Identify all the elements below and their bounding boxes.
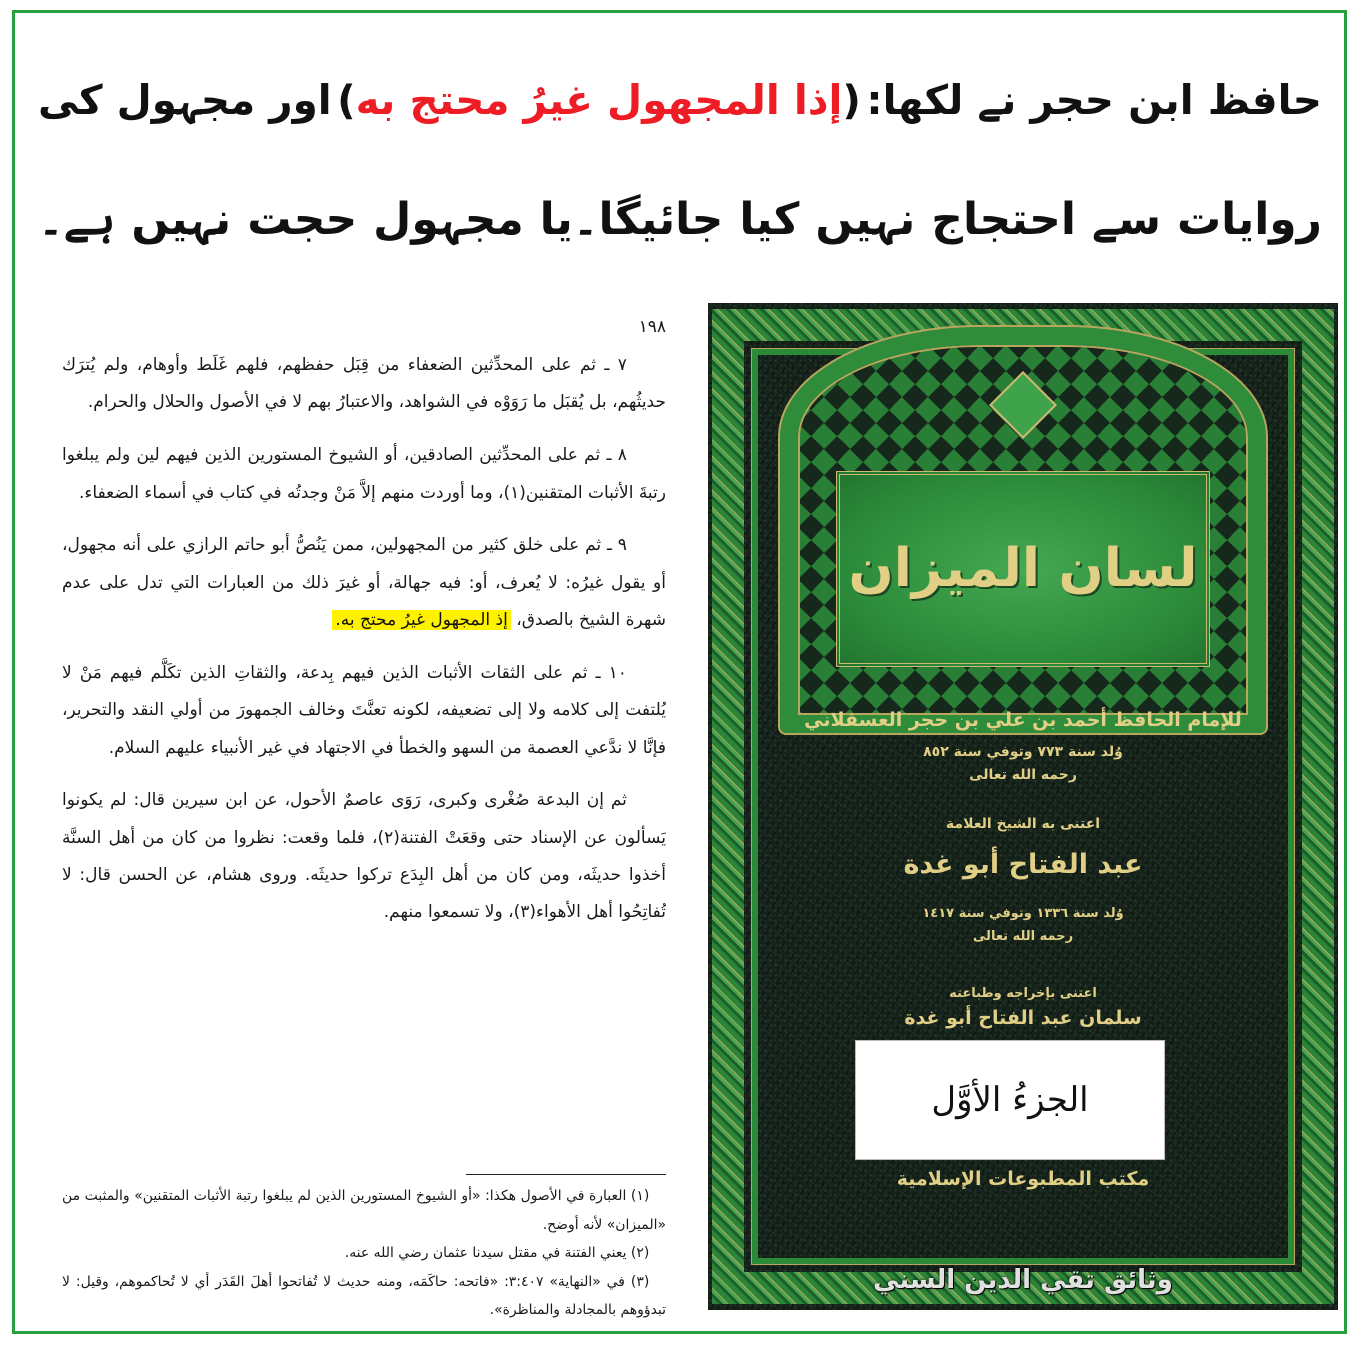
book-cover (708, 303, 1338, 1310)
paragraph-9 (62, 527, 666, 639)
quote-open-paren: ( (842, 76, 861, 124)
volume-label-box (855, 1040, 1165, 1160)
cover-title-panel (836, 471, 1210, 667)
footnote-3: (٣) في «النهاية» ٣:٤٠٧: «فاتحه: حاكَمَه، ومنه حديث لا تُفاتحوا أهلَ القَدَر أي لا تُحاكموهم، وقيل: لا تبدؤوهم بالمجادلة والمناظرة». (62, 1273, 666, 1319)
quote-text: إذا المجهول غيرُ محتج به (355, 76, 843, 124)
volume-label: الجزءُ الأوَّل (931, 1080, 1089, 1120)
paragraph-7: ٧ ـ ثم على المحدِّثين الضعفاء من قِبَل حفظهم، فلهم غَلَط وأوهام، ولم يُترَك حديثُهم، بل يُقبَل ما رَوَوْه في الشواهد، والاعتبارُ بهم لا في الأصول والحلال والحرام. (62, 355, 666, 413)
cover-editor: عبد الفتاح أبو غدة (903, 849, 1143, 880)
paragraph-9-text: ٩ ـ ثم على خلق كثير من المجهولين، ممن يَنُصُّ أبو حاتم الرازي على أنه مجهول، أو يقول غيرُه: لا يُعرف، أو: فيه جهالة، أو غيرَ ذلك من العبارات التي تدل على عدم شهرة الشيخ بالصدق، (62, 535, 666, 631)
watermark: وثائق تقي الدين السني (873, 1265, 1173, 1295)
footnote-divider (466, 1174, 666, 1175)
cover-publisher-person: سلمان عبد الفتاح أبو غدة (904, 1007, 1142, 1029)
cover-author-mercy: رحمه الله تعالى (969, 767, 1077, 783)
cover-publisher-intro: اعتنى بإخراجه وطباعته (949, 986, 1097, 1001)
quote-close-paren: ) (337, 76, 356, 124)
cover-editor-intro: اعتنى به الشيخ العلامة (945, 816, 1101, 832)
cover-publisher: مكتب المطبوعات الإسلامية (896, 1168, 1150, 1190)
main-text (62, 313, 666, 932)
heading-line-2: روایات سے احتجاج نہیں کیا جائیگا۔یا مجہول حجت نہیں ہے۔ (38, 194, 1322, 245)
cover-author-dates: وُلد سنة ٧٧٣ وتوفي سنة ٨٥٢ (923, 744, 1123, 760)
cover-editor-dates: وُلد سنة ١٣٣٦ وتوفي سنة ١٤١٧ (922, 906, 1124, 921)
cover-editor-mercy: رحمه الله تعالى (972, 929, 1074, 944)
heading-intro: حافظ ابن حجر نے لکھا: (866, 76, 1322, 124)
footnote-1: (١) العبارة في الأصول هكذا: «أو الشيوخ المستورين الذين لم يبلغوا رتبة الأثبات المتقنين» والمثبت من «الميزان» لأنه أوضح. (62, 1188, 666, 1233)
heading-line-1 (38, 52, 1322, 148)
page-number: ١٩٨ (638, 317, 666, 337)
footnotes (62, 1174, 666, 1325)
cover-title: لسان الميزان (848, 538, 1198, 599)
quoted-phrase (337, 76, 861, 124)
paragraph-8: ٨ ـ ثم على المحدِّثين الصادقين، أو الشيوخ المستورين الذين فيهم لين ولم يبلغوا رتبةَ الأثبات المتقنين(١)، وما أوردت منهم إلاَّ مَنْ وجدتُه في كتاب في أسماء الضعفاء. (62, 445, 666, 503)
footnote-2: (٢) يعني الفتنة في مقتل سيدنا عثمان رضي الله عنه. (344, 1245, 650, 1262)
book-page-text (62, 313, 666, 1325)
paragraph-bidah: ثم إن البدعة صُغْرى وكبرى، رَوَى عاصمٌ الأحول، عن ابن سيرين قال: لم يكونوا يَسألون عن الإسناد حتى وقعَتْ الفتنة(٢)، فلما وقعت: نظروا من كان من أهل السنَّة أخذوا حديثَه، ومن كان من أهل البِدَع تركوا حديثَه. وروى هشام، عن الحسن قال: لا تُفاتِحُوا أهل الأهواء(٣)، ولا تسمعوا منهم. (62, 790, 666, 923)
paragraph-10: ١٠ ـ ثم على الثقات الأثبات الذين فيهم بِدعة، والثقاتِ الذين تكَلَّم فيهم مَنْ لا يُلتفت إلى كلامه ولا إلى تضعيفه، لكونه تعنَّتَ وخالف الجمهورَ من أولي النقد والتحرير، فإنَّا لا ندَّعي العصمة من السهو والخطأ في الاجتهاد في غير الأنبياء عليهم السلام. (62, 662, 666, 758)
heading-continuation: اور مجہول کی (38, 76, 332, 124)
highlighted-phrase: إذ المجهول غيرُ محتج به. (332, 610, 510, 630)
cover-author: للإمام الحافظ أحمد بن علي بن حجر العسقلاني (804, 709, 1242, 731)
